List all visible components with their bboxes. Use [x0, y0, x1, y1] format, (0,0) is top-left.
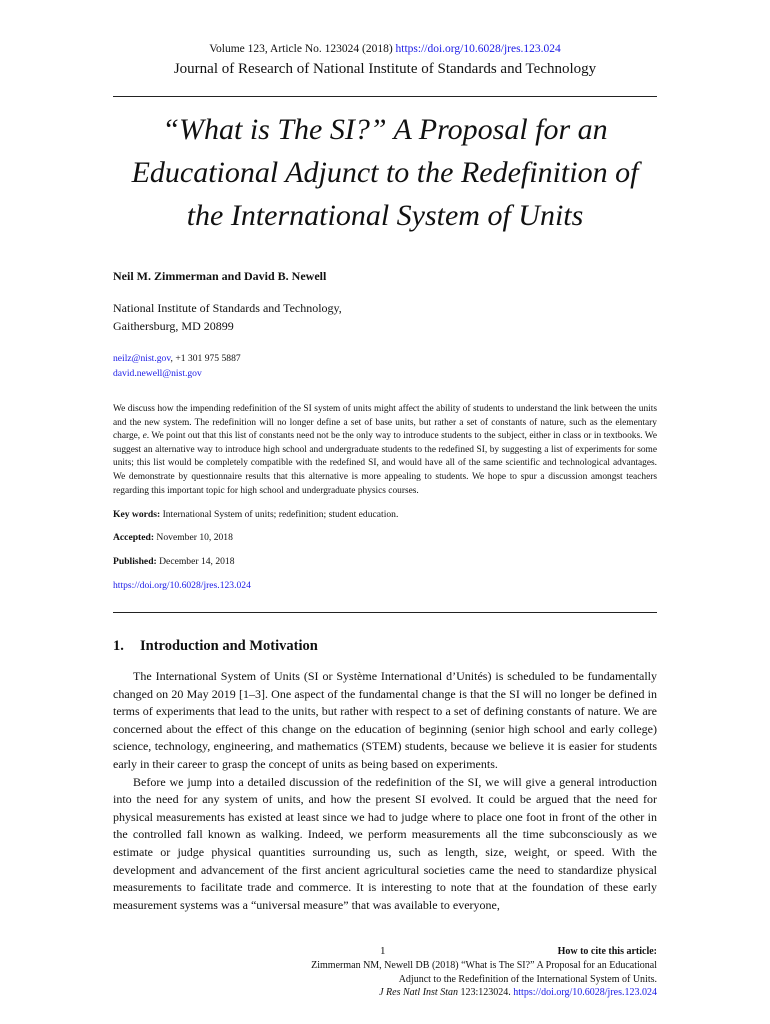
citation-journal: J Res Natl Inst Stan [379, 987, 458, 999]
title-line-2: Educational Adjunct to the Redefinition of [131, 156, 639, 189]
volume-info: Volume 123, Article No. 123024 (2018) [209, 43, 393, 55]
citation-volume: 123:123024. [458, 987, 514, 999]
affiliation-line-1: National Institute of Standards and Technology, [113, 301, 342, 315]
body-text [113, 668, 657, 914]
accepted-label: Accepted: [113, 532, 155, 543]
citation-heading: How to cite this article: [557, 946, 657, 957]
header-doi-link[interactable]: https://doi.org/10.6028/jres.123.024 [395, 43, 561, 55]
article-doi [113, 580, 251, 591]
section-divider [113, 612, 657, 613]
top-divider [113, 96, 657, 97]
citation-doi-link[interactable]: https://doi.org/10.6028/jres.123.024 [513, 987, 657, 999]
email-link-zimmerman[interactable]: neilz@nist.gov [113, 353, 171, 364]
abstract [113, 403, 657, 498]
email-link-newell[interactable]: david.newell@nist.gov [113, 368, 202, 379]
paragraph: The International System of Units (SI or Système International d’Unités) is scheduled to be fundamentally changed on 20 May 2019 [1–3]. One aspect of the fundamental change is that the SI will no longer be defined in terms of experiments that lead to the units, but rather with respect to a set of defining constants of nature. We are concerned about the effect of this change on the education of beginning (senior high school and early college) science, technology, engineering, and mathematics (STEM) students, because we believe it is easier for students early in their career to grasp the concept of units as being based on experiments. [113, 669, 657, 771]
published-label: Published: [113, 556, 157, 567]
phone-number: , +1 301 975 5887 [170, 353, 241, 364]
abstract-text-2: . We point out that this list of constants need not be the only way to introduce students to the subject, either in class or in textbooks. We suggest an alternative way to introduce high school and undergraduate students to the redefined SI, by suggesting a list of experiments for some units; this list would be completely compatible with the redefined SI, and would have all of the same scientific and technological advantages. We demonstrate by questionnaire results that this alternative is more appealing to students. We hope to spur a discussion amongst teachers regarding this important topic for high school and undergraduate physics courses. [113, 431, 657, 496]
journal-volume-header [0, 43, 770, 55]
keywords [113, 509, 398, 520]
accepted-value: November 10, 2018 [154, 532, 233, 543]
article-doi-link[interactable]: https://doi.org/10.6028/jres.123.024 [113, 580, 251, 591]
citation-block [240, 945, 657, 1000]
published-date [113, 556, 235, 567]
abstract-symbol: e [142, 431, 147, 442]
abstract-text-1: We discuss how the impending redefinition of the SI system of units might affect the ability of students to understand the link between the units and the new system. The redefinition will no longer define a set of base units, but rather a set of constants of nature, such as the elementary charge, [113, 404, 657, 442]
paragraph: Before we jump into a detailed discussion of the redefinition of the SI, we will give a general introduction into the need for any system of units, and how the present SI evolved. It could be argued that the need for physical measurements has existed at least since we had to judge where to place one foot in front of the other in the controlled fall known as walking. Indeed, we perform measurements all the time subconsciously as we estimate or judge physical quantities surrounding us, such as length, size, weight, or speed. With the development and advancement of the first ancient agricultural societies came the need to standardize physical measurements to facilitate trade and commerce. It is interesting to note that at the foundation of these early measurement systems was a “universal measure” that was available to everyone, [113, 774, 657, 912]
page-number: 1 [380, 945, 386, 957]
section-heading [113, 638, 318, 655]
citation-line-2: Adjunct to the Redefinition of the International System of Units. [398, 973, 657, 985]
accepted-date [113, 532, 233, 543]
section-title: Introduction and Motivation [140, 638, 318, 654]
authors: Neil M. Zimmerman and David B. Newell [113, 269, 327, 283]
keywords-label: Key words: [113, 509, 161, 520]
section-number: 1. [113, 638, 124, 654]
citation-line-3 [240, 986, 657, 1000]
contact-emails [113, 351, 241, 381]
affiliation-line-2: Gaithersburg, MD 20899 [113, 319, 234, 333]
title-line-1: “What is The SI?” A Proposal for an [162, 113, 608, 146]
published-value: December 14, 2018 [156, 556, 235, 567]
affiliation [113, 299, 342, 335]
title-line-3: the International System of Units [186, 199, 584, 232]
journal-name: Journal of Research of National Institute of Standards and Technology [173, 61, 597, 77]
article-title [95, 108, 675, 237]
keywords-value: International System of units; redefinition; student education. [160, 509, 399, 520]
citation-line-1: Zimmerman NM, Newell DB (2018) “What is The SI?” A Proposal for an Educational [311, 959, 657, 971]
